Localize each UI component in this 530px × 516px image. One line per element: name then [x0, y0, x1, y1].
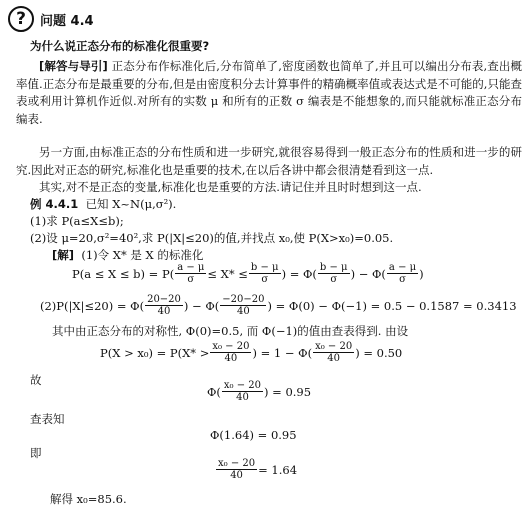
- equation-1: P(a ≤ X ≤ b) = P( $\frac{a - \mu}{\sigma}$ ≤ X* ≤ $\frac{b - \mu}{\sigma}$ ) = Φ( $\frac{b - \mu}{\sigma}$ ) − Φ( $\frac{a - \mu}{\sigma}$ ): [72, 262, 424, 285]
- example-part-1: (1)求 P(a≤X≤b);: [30, 214, 124, 228]
- solution-note: 其中由正态分布的对称性, Φ(0)=0.5, 而 Φ(−1)的值由查表得到. 由设: [52, 324, 409, 338]
- solution-label: [解]: [52, 248, 75, 262]
- lookup-label: 查表知: [30, 412, 65, 426]
- section-header: [8, 6, 94, 32]
- example-label: 例 4.4.1: [30, 197, 79, 211]
- paragraph-1: [16, 58, 522, 128]
- equation-5: Φ(1.64) = 0.95: [210, 428, 297, 442]
- namely-label: 即: [30, 446, 42, 460]
- example-statement: 已知 X~N(μ,σ²).: [85, 197, 177, 211]
- paragraph-2: 另一方面,由标准正态的分布性质和进一步研究,就很容易得到一般正态分布的性质和进一步的研究.因此对正态的研究,标准化也是重要的技术,在以后各讲中都会很清楚看到这一点.: [16, 145, 522, 177]
- solution-result: 解得 x₀=85.6.: [50, 492, 127, 506]
- question-mark-icon: ?: [8, 6, 34, 32]
- paragraph-3: 其实,对不是正态的变量,标准化也是重要的方法.请记住并且时时想到这一点.: [39, 180, 422, 194]
- equation-4: Φ( $\frac{\text{x₀ − 20}}{40}$ ) = 0.95: [207, 380, 312, 403]
- example-heading: [30, 196, 522, 214]
- example-part-2: (2)设 μ=20,σ²=40²,求 P(|X|≤20)的值,并找点 x₀,使 P(X>x₀)=0.05.: [30, 231, 394, 245]
- equation-6: $\frac{\text{x₀ − 20}}{40}$ = 1.64: [218, 458, 298, 481]
- paragraph-1-text: 正态分布作标准化后,分布简单了,密度函数也简单了,并且可以编出分布表,查出概率值.正态分布是最重要的分布,但是由密度积分去计算事件的精确概率值或表达式是不可能的,只能查表或利用计算机作近似.对所有的实数 μ 和所有的正数 σ 编表是不能想象的,而只能就标准正态分布编表.: [16, 59, 523, 126]
- section-title: 问题 4.4: [40, 13, 94, 29]
- therefore-label: 故: [30, 373, 42, 387]
- solution-intro: (1)令 X* 是 X 的标准化: [81, 248, 204, 262]
- equation-2: (2)P(|X|≤20) = Φ( $\frac{20-20}{40}$ ) − Φ( $\frac{-20-20}{40}$ ) = Φ(0) − Φ(−1) = 0.5 − 0.1587 = 0.3413: [40, 294, 517, 317]
- question-text: 为什么说正态分布的标准化很重要?: [30, 39, 210, 53]
- answer-label: [解答与导引]: [39, 59, 108, 73]
- equation-3: P(X > x₀) = P(X* > $\frac{\text{x₀ − 20}}{40}$ ) = 1 − Φ( $\frac{\text{x₀ − 20}}{40}$ ) = 0.50: [100, 341, 403, 364]
